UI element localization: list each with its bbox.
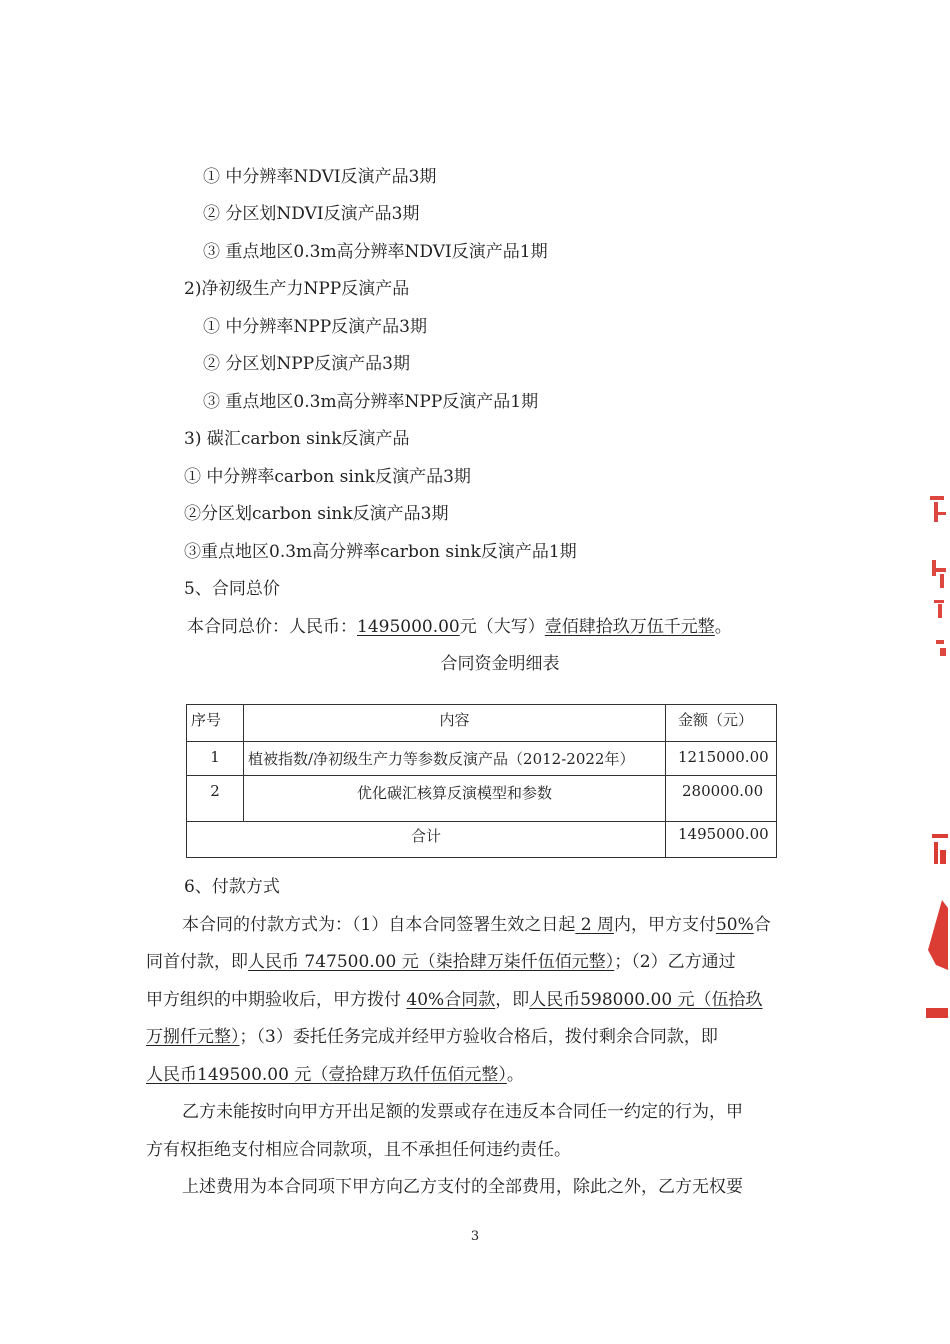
row2-no: 2: [187, 776, 244, 822]
payment-text: ；（3）委托任务完成并经甲方验收合格后，拨付剩余合同款，即: [239, 1027, 718, 1047]
total-price-suffix: 。: [714, 617, 732, 637]
ndvi-item-1: ① 中分辨率NDVI反演产品3期: [203, 167, 437, 187]
payment-amount-3: 人民币149500.00 元（壹拾肆万玖仟伍佰元整）: [146, 1065, 507, 1085]
table-header-row: [187, 705, 777, 742]
total-price-middle: 元（大写）: [459, 617, 545, 637]
penalty-line-2: 方有权拒绝支付相应合同款项，且不承担任何违约责任。: [146, 1140, 571, 1160]
page-number: 3: [470, 1229, 480, 1244]
fees-line: 上述费用为本合同项下甲方向乙方支付的全部费用，除此之外，乙方无权要: [182, 1177, 743, 1197]
payment-text: ，即: [495, 990, 530, 1010]
row2-content: 优化碳汇核算反演模型和参数: [244, 776, 666, 822]
table-title: 合同资金明细表: [440, 654, 560, 674]
total-price-line: [187, 616, 732, 638]
payment-text: 甲方组织的中期验收后，甲方拨付: [146, 990, 407, 1010]
total-label: 合计: [187, 822, 666, 858]
payment-amount-1: 人民币 747500.00 元（柒拾肆万柒仟伍佰元整）: [248, 952, 615, 972]
fund-table: [186, 704, 777, 858]
seal-fragment-top-icon: [922, 490, 950, 680]
npp-heading: 2)净初级生产力NPP反演产品: [184, 279, 410, 299]
payment-text: 内，甲方支付: [613, 915, 716, 935]
payment-weeks: 2 周: [575, 915, 614, 935]
payment-text: 本合同的付款方式为：（1）自本合同签署生效之日起: [182, 915, 576, 935]
payment-text: 同首付款，即: [146, 952, 248, 972]
carbon-heading: 3) 碳汇carbon sink反演产品: [184, 429, 410, 449]
row2-amount: 280000.00: [666, 776, 777, 822]
table-row: [187, 776, 777, 822]
payment-text: ；（2）乙方通过: [614, 952, 736, 972]
total-amount: 1495000.00: [666, 822, 777, 858]
total-price-prefix: 本合同总价：人民币：: [187, 617, 357, 637]
payment-line-1: [182, 914, 771, 936]
total-price-words: 壹佰肆拾玖万伍千元整: [544, 617, 715, 637]
section5-heading: 5、合同总价: [184, 579, 280, 599]
row1-amount: 1215000.00: [666, 742, 777, 776]
npp-item-2: ② 分区划NPP反演产品3期: [203, 354, 410, 374]
header-no: 序号: [187, 705, 244, 742]
ndvi-item-2: ② 分区划NDVI反演产品3期: [203, 204, 420, 224]
header-content: 内容: [244, 705, 666, 742]
npp-item-1: ① 中分辨率NPP反演产品3期: [203, 317, 427, 337]
table-total-row: [187, 822, 777, 858]
ndvi-item-3: ③ 重点地区0.3m高分辨率NDVI反演产品1期: [203, 242, 548, 262]
payment-line-3: [146, 989, 763, 1011]
payment-percent-2: 40%合同款: [406, 990, 496, 1010]
npp-item-3: ③ 重点地区0.3m高分辨率NPP反演产品1期: [203, 392, 539, 412]
carbon-item-1: ① 中分辨率carbon sink反演产品3期: [184, 467, 471, 487]
payment-line-2: [146, 951, 736, 973]
payment-percent-1: 50%: [715, 915, 754, 935]
carbon-item-3: ③重点地区0.3m高分辨率carbon sink反演产品1期: [184, 542, 577, 562]
header-amount: 金额（元）: [666, 705, 777, 742]
payment-amount-2: 人民币598000.00 元（伍拾玖: [529, 990, 763, 1010]
total-price-amount: 1495000.00: [357, 617, 460, 637]
payment-text: 合: [753, 915, 771, 935]
payment-amount-2-cont: 万捌仟元整）: [146, 1027, 240, 1047]
carbon-item-2: ②分区划carbon sink反演产品3期: [184, 504, 449, 524]
payment-line-4: [146, 1026, 718, 1048]
penalty-line-1: 乙方未能按时向甲方开出足额的发票或存在违反本合同任一约定的行为，甲: [182, 1102, 743, 1122]
row1-no: 1: [187, 742, 244, 776]
row1-content: 植被指数/净初级生产力等参数反演产品（2012-2022年）: [244, 742, 666, 776]
section6-heading: 6、付款方式: [184, 877, 280, 897]
payment-line-5: [146, 1064, 524, 1086]
seal-fragment-bottom-icon: [922, 830, 950, 1030]
table-row: [187, 742, 777, 776]
payment-text: 。: [506, 1065, 524, 1085]
